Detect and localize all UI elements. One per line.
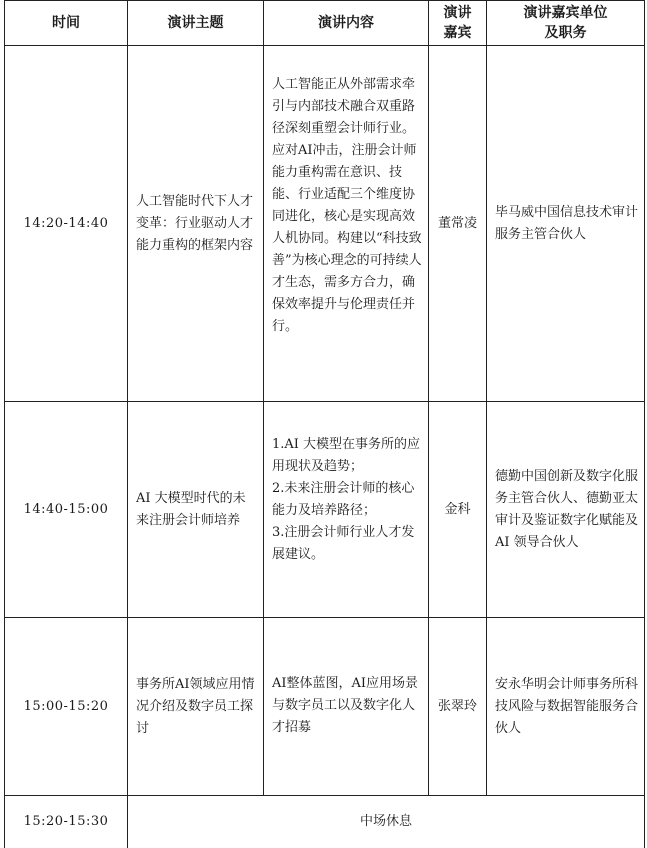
row-content: 人工智能正从外部需求牵引与内部技术融合双重路径深刻重塑会计师行业。应对AI冲击，注册会计师能力重构需在意识、技能、行业适配三个维度协同进化，核心是实现高效人机协同。构建以“科技致善”为核心理念的可持续人才生态，需多方合力，确保效率提升与伦理责任并行。 [264, 46, 429, 402]
header-org-line1: 演讲嘉宾单位 [523, 5, 608, 21]
row-org: 安永华明会计师事务所科技风险与数据智能服务合伙人 [487, 618, 645, 796]
table-row [5, 796, 645, 848]
row-topic: AI 大模型时代的未来注册会计师培养 [128, 402, 264, 618]
row-speaker: 金科 [429, 402, 487, 618]
header-speaker-line2: 嘉宾 [443, 25, 472, 41]
row-topic: 人工智能时代下人才变革：行业驱动人才能力重构的框架内容 [128, 46, 264, 402]
row-content: AI整体蓝图，AI应用场景与数字员工以及数字化人才招募 [264, 618, 429, 796]
row-topic: 事务所AI领域应用情况介绍及数字员工探讨 [128, 618, 264, 796]
row-time: 15:00-15:20 [5, 618, 128, 796]
header-org-line2: 及职务 [544, 25, 587, 41]
schedule-table [4, 0, 645, 848]
row-speaker: 董常凌 [429, 46, 487, 402]
header-org [487, 1, 645, 46]
content-item: 1.AI 大模型在事务所的应用现状及趋势； [272, 437, 421, 474]
header-row [5, 1, 645, 46]
row-org: 德勤中国创新及数字化服务主管合伙人、德勤亚太审计及鉴证数字化赋能及 AI 领导合伙人 [487, 402, 645, 618]
table-row [5, 402, 645, 618]
content-item: 2.未来注册会计师的核心能力及培养路径； [272, 481, 415, 518]
row-time: 15:20-15:30 [5, 796, 128, 848]
break-label: 中场休息 [128, 796, 645, 848]
header-topic: 演讲主题 [128, 1, 264, 46]
header-time: 时间 [5, 1, 128, 46]
row-org: 毕马威中国信息技术审计服务主管合伙人 [487, 46, 645, 402]
row-time: 14:40-15:00 [5, 402, 128, 618]
table-row [5, 46, 645, 402]
row-speaker: 张翠玲 [429, 618, 487, 796]
table-row [5, 618, 645, 796]
header-content: 演讲内容 [264, 1, 429, 46]
header-speaker-line1: 演讲 [443, 5, 472, 21]
row-time: 14:20-14:40 [5, 46, 128, 402]
content-item: 3.注册会计师行业人才发展建议。 [272, 525, 415, 562]
row-content [264, 402, 429, 618]
header-speaker [429, 1, 487, 46]
